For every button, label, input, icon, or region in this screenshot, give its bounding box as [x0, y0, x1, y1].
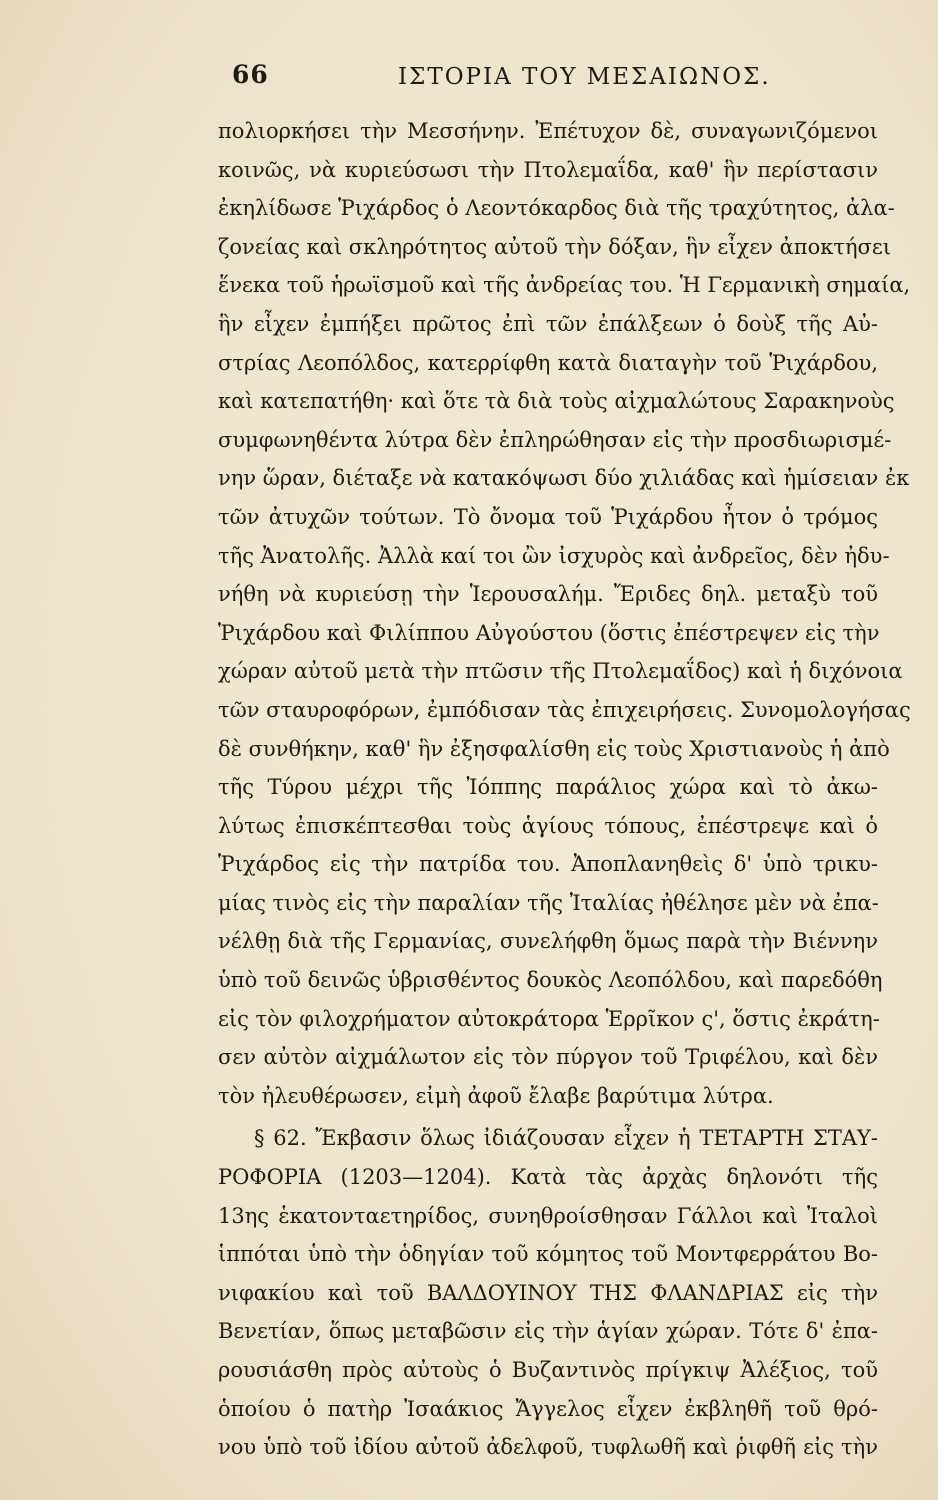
text-line: Ῥιχάρδος εἰς τὴν πατρίδα του. Ἀποπλανηθεὶς δ' ὑπὸ τρικυ-	[218, 852, 878, 877]
text-line: πολιορκήσει τὴν Μεσσήνην. Ἐπέτυχον δὲ, συναγωνιζόμενοι	[218, 119, 878, 143]
body-text	[218, 112, 911, 1482]
text-line: ζονείας καὶ σκληρότητος αὐτοῦ τὴν δόξαν, ἣν εἶχεν ἀποκτήσει	[218, 234, 891, 259]
text-line: καὶ κατεπατήθη· καὶ ὅτε τὰ διὰ τοὺς αἰχμαλώτους Σαρακηνοὺς	[218, 389, 895, 414]
text-line: κοινῶς, νὰ κυριεύσωσι τὴν Πτολεμαΐδα, καθ' ἣν περίστασιν	[218, 157, 878, 182]
section-start-line: § 62. Ἔκβασιν ὅλως ἰδιάζουσαν εἶχεν ἡ ΤΕΤΑΡΤΗ ΣΤΑΥ-	[254, 1126, 878, 1151]
text-line: λύτως ἐπισκέπτεσθαι τοὺς ἁγίους τόπους, ἐπέστρεψε καὶ ὁ	[218, 813, 878, 838]
page-header	[226, 58, 881, 98]
text-line: νην ὥραν, διέταξε νὰ κατακόψωσι δύο χιλιάδας καὶ ἡμίσειαν ἐκ	[218, 466, 910, 491]
text-line: 13ης ἑκατονταετηρίδος, συνηθροίσθησαν Γάλλοι καὶ Ἰταλοὶ	[218, 1203, 878, 1228]
text-line: στρίας Λεοπόλδος, κατερρίφθη κατὰ διαταγὴν τοῦ Ῥιχάρδου,	[218, 350, 878, 375]
text-line: συμφωνηθέντα λύτρα δὲν ἐπληρώθησαν εἰς τὴν προσδιωρισμέ-	[218, 427, 892, 452]
text-line: ὑπὸ τοῦ δεινῶς ὑβρισθέντος δουκὸς Λεοπόλδου, καὶ παρεδόθη	[218, 968, 883, 993]
text-line: ἣν εἶχεν ἐμπήξει πρῶτος ἐπὶ τῶν ἐπάλξεων ὁ δοὺξ τῆς Αὐ-	[218, 311, 878, 336]
text-line: τὸν ἠλευθέρωσεν, εἰμὴ ἀφοῦ ἔλαβε βαρύτιμα λύτρα.	[218, 1083, 774, 1108]
text-line: τῶν σταυροφόρων, ἐμπόδισαν τὰς ἐπιχειρήσεις. Συνομολογήσας	[218, 697, 911, 722]
text-line: νήθη νὰ κυριεύσῃ τὴν Ἱερουσαλήμ. Ἔριδες δηλ. μεταξὺ τοῦ	[218, 582, 878, 607]
text-line: τῶν ἀτυχῶν τούτων. Τὸ ὄνομα τοῦ Ῥιχάρδου ἦτον ὁ τρόμος	[218, 504, 878, 529]
text-line: ρουσιάσθη πρὸς αὐτοὺς ὁ Βυζαντινὸς πρίγκιψ Ἀλέξιος, τοῦ	[218, 1358, 878, 1382]
text-line: τῆς Ἀνατολῆς. Ἀλλὰ καί τοι ὢν ἰσχυρὸς καὶ ἀνδρεῖος, δὲν ἠδυ-	[218, 543, 890, 568]
page-number: 66	[232, 60, 269, 89]
text-line: σεν αὐτὸν αἰχμάλωτον εἰς τὸν πύργον τοῦ Τριφέλου, καὶ δὲν	[218, 1045, 878, 1070]
text-line: ἐκηλίδωσε Ῥιχάρδος ὁ Λεοντόκαρδος διὰ τῆς τραχύτητος, ἀλα-	[218, 196, 895, 221]
text-line: δὲ συνθήκην, καθ' ἣν ἐξησφαλίσθη εἰς τοὺς Χριστιανοὺς ἡ ἀπὸ	[218, 736, 890, 761]
text-line: χώραν αὐτοῦ μετὰ τὴν πτῶσιν τῆς Πτολεμαΐδος) καὶ ἡ διχόνοια	[218, 659, 903, 684]
text-line: νέλθῃ διὰ τῆς Γερμανίας, συνελήφθη ὅμως παρὰ τὴν Βιέννην	[218, 929, 878, 954]
text-line: μίας τινὸς εἰς τὴν παραλίαν τῆς Ἰταλίας ἠθέλησε μὲν νὰ ἐπα-	[218, 890, 879, 915]
text-line: Ῥιχάρδου καὶ Φιλίππου Αὐγούστου (ὅστις ἐπέστρεψεν εἰς τὴν	[218, 620, 880, 645]
text-line: ἕνεκα τοῦ ἡρωϊσμοῦ καὶ τῆς ἀνδρείας του. Ἡ Γερμανικὴ σημαία,	[218, 273, 911, 298]
text-line: ὁποίου ὁ πατὴρ Ἰσαάκιος Ἄγγελος εἶχεν ἐκβληθῆ τοῦ θρό-	[218, 1396, 878, 1421]
running-head: ΙΣΤΟΡΙΑ ΤΟΥ ΜΕΣΑΙΩΝΟΣ.	[398, 64, 771, 90]
text-line: Βενετίαν, ὅπως μεταβῶσιν εἰς τὴν ἁγίαν χώραν. Τότε δ' ἐπα-	[218, 1319, 878, 1344]
text-line: νιφακίου καὶ τοῦ ΒΑΛΔΟΥΙΝΟΥ ΤΗΣ ΦΛΑΝΔΡΙΑΣ εἰς τὴν	[218, 1280, 878, 1305]
text-line: νου ὑπὸ τοῦ ἰδίου αὐτοῦ ἀδελφοῦ, τυφλωθῆ καὶ ῥιφθῆ εἰς τὴν	[218, 1435, 878, 1460]
text-line: ἱππόται ὑπὸ τὴν ὁδηγίαν τοῦ κόμητος τοῦ Μοντφερράτου Βο-	[218, 1242, 878, 1267]
text-line: εἰς τὸν φιλοχρήματον αὐτοκράτορα Ἑρρῖκον ς', ὅστις ἐκράτη-	[218, 1006, 880, 1031]
text-line: ΡΟΦΟΡΙΑ (1203—1204). Κατὰ τὰς ἀρχὰς δηλονότι τῆς	[218, 1165, 878, 1190]
text-line: τῆς Τύρου μέχρι τῆς Ἰόππης παράλιος χώρα καὶ τὸ ἀκω-	[218, 775, 878, 800]
